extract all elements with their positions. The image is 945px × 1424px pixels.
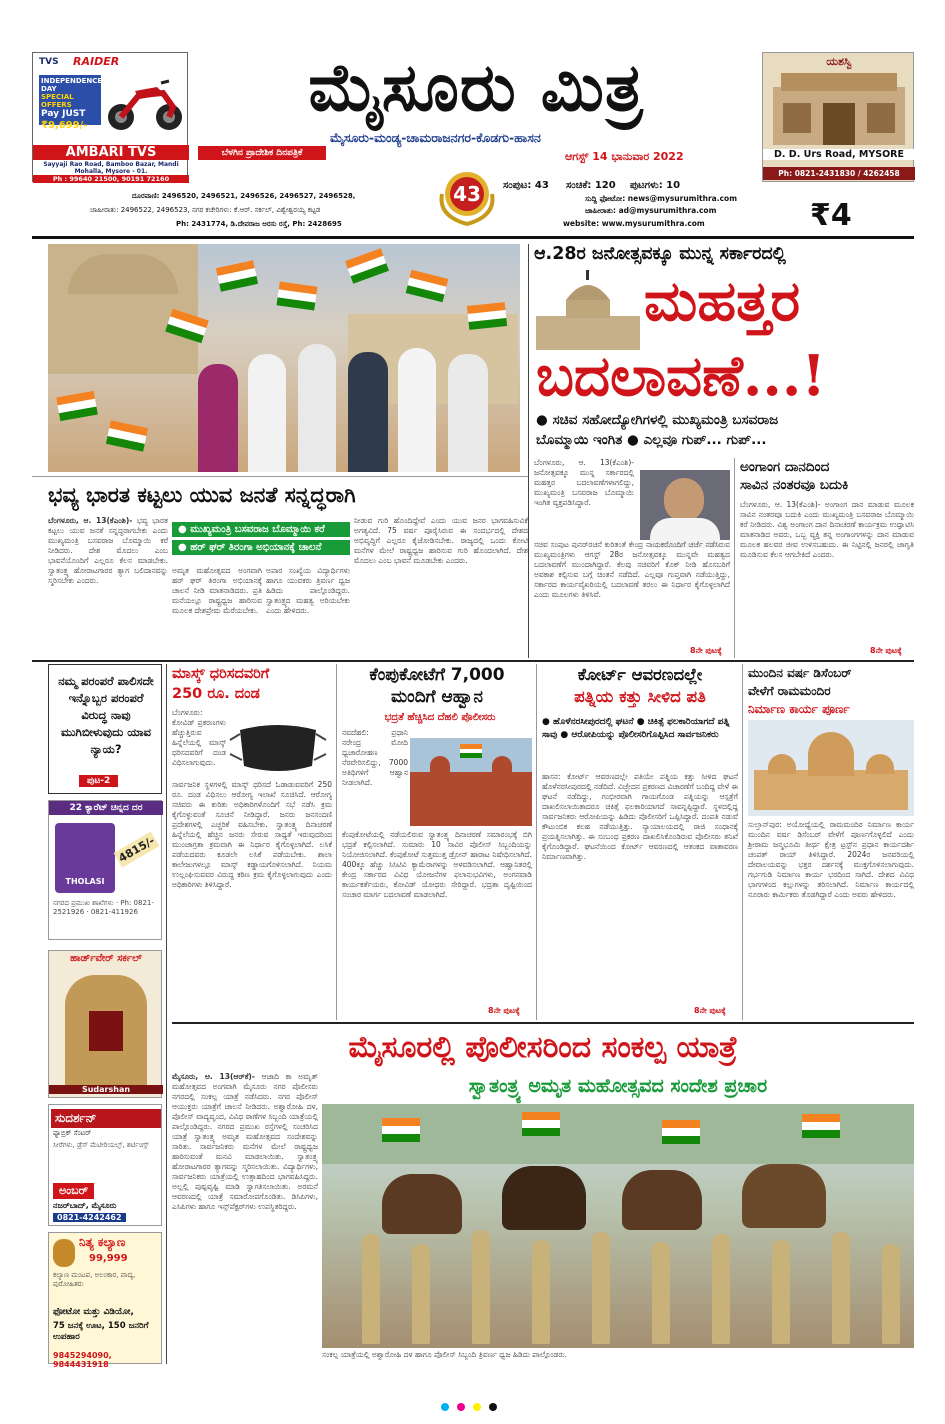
- court-bullet-1: ಹೊಳೆನರಸೀಪುರದಲ್ಲಿ ಘಟನೆ: [553, 717, 634, 727]
- ad-price: ₹9,699/-: [41, 120, 88, 131]
- court-body: ಹಾಸನ: ಕೋರ್ಟ್ ಆವರಣದಲ್ಲೇ ಪತಿಯೇ ಪತ್ನಿಯ ಕತ್ತು ಸೀಳಿದ ಘಟನೆ ಹೊಳೆನರಸೀಪುರದಲ್ಲಿ ನಡೆದಿದೆ. ವಿಚ್ಛೇದನ ಪ್ರಕರಣದ ವಿಚಾರಣೆಗೆ ಬಂದಿದ್ದ ವೇಳೆ ಈ ಘಟನೆ ನಡೆದಿದ್ದು, ಗಂಭೀರವಾಗಿ ಗಾಯಗೊಂಡ ಪತ್ನಿಯನ್ನು ಆಸ್ಪತ್ರೆಗೆ ದಾಖಲಿಸಲಾಯಿತಾದರೂ ಚಿಕಿತ್ಸೆ ಫಲಕಾರಿಯಾಗದೆ ಸಾವನ್ನಪ್ಪಿದ್ದಾರೆ. ಸ್ಥಳದಲ್ಲಿದ್ದ ಸಾರ್ವಜನಿಕರು ಆರೋಪಿಯನ್ನು ಹಿಡಿದು ಪೊಲೀಸರಿಗೆ ಒಪ್ಪಿಸಿದ್ದಾರೆ. ದಂಪತಿ ನಡುವೆ ಕೌಟುಂಬಿಕ ಕಲಹ ನಡೆಯುತ್ತಿತ್ತು. ನ್ಯಾಯಾಲಯದಲ್ಲಿ ರಾಜಿ ಸಂಧಾನಕ್ಕೆ ಪ್ರಯತ್ನಿಸಲಾಗಿತ್ತು. ಈ ಸಂಬಂಧ ಪ್ರಕರಣ ದಾಖಲಿಸಿಕೊಂಡಿರುವ ಪೊಲೀಸರು ತನಿಖೆ ಕೈಗೊಂಡಿದ್ದಾರೆ. ಘಟನೆಯಿಂದ ಕೋರ್ಟ್ ಆವರಣದಲ್ಲಿ ಆತಂಕದ ವಾತಾವರಣ ನಿರ್ಮಾಣವಾಗಿತ್ತು.: [542, 772, 738, 861]
- court-headline: [542, 664, 738, 708]
- youth-body-4: ನೀಡುವ ಗುರಿ ಹೊಂದಿದ್ದೇವೆ ಎಂದು ಯುವ ಜನರ ಭಾಗವಹಿಸುವಿಕೆ ಅಗತ್ಯವಿದೆ. 75 ವರ್ಷ ಪೂರೈಸಿರುವ ಈ ಸಂದರ್ಭದಲ್ಲಿ ದೇಶದ ಅಭಿವೃದ್ಧಿಗೆ ಎಲ್ಲರೂ ಕೈಜೋಡಿಸಬೇಕು. ರಾಜ್ಯದಲ್ಲಿ ಒಂದು ಕೋಟಿ ಮನೆಗಳ ಮೇಲೆ ರಾಷ್ಟ್ರಧ್ವಜ ಹಾರಿಸುವ ಗುರಿ ಹೊಂದಲಾಗಿದೆ. ದೇಶ ಮೊದಲು ಎಂಬ ಭಾವನೆ ಮೂಡಬೇಕು ಎಂದರು.: [354, 516, 528, 565]
- sudarshan-brand2: ಅಂಬರ್: [53, 1183, 94, 1199]
- lead-bullet-2: ಬೊಮ್ಮಾಯಿ ಇಂಗಿತ ● ಎಲ್ಲವೂ ಗುಪ್... ಗುಪ್...: [536, 432, 767, 448]
- organ-continued: 8ನೇ ಪುಟಕ್ಕೆ: [870, 646, 902, 655]
- masthead-issue: ಸಂಚಿಕೆ: 120: [566, 180, 616, 191]
- police-headline: ಮೈಸೂರಲ್ಲಿ ಪೊಲೀಸರಿಂದ ಸಂಕಲ್ಪ ಯಾತ್ರೆ: [348, 1030, 738, 1065]
- youth-bullets: [172, 522, 350, 555]
- photo-red-fort: [410, 738, 532, 826]
- court-bullet-4: ಪೊಲೀಸರಿಗೊಪ್ಪಿಸಿದ ಸಾರ್ವಜನಿಕರು: [618, 730, 719, 740]
- redfort-sub: ಭದ್ರತೆ ಹೆಚ್ಚಿಸಿದ ದೆಹಲಿ ಪೊಲೀಸರು: [384, 712, 496, 723]
- redfort-headline: [342, 664, 532, 708]
- masthead-date: ಆಗಸ್ಟ್ 14 ಭಾನುವಾರ 2022: [565, 150, 684, 163]
- court-bullet-3: ಆರೋಪಿಯನ್ನು: [571, 730, 616, 740]
- photo-flag-rally: [48, 244, 520, 472]
- ad-sudarshan[interactable]: [48, 1104, 162, 1226]
- photo-ram-mandir: [748, 720, 914, 816]
- masthead-subtitle: ಮೈಸೂರು-ಮಂಡ್ಯ-ಚಾಮರಾಜನಗರ-ಕೊಡಗು-ಹಾಸನ: [330, 130, 541, 145]
- police-caption: ಸಂಕಲ್ಪ ಯಾತ್ರೆಯಲ್ಲಿ ಅಶ್ವಾರೋಹಿ ದಳ ಹಾಗೂ ಪೊಲೀಸ್ ಸಿಬ್ಬಂದಿ ತ್ರಿವರ್ಣ ಧ್ವಜ ಹಿಡಿದು ಪಾಲ್ಗೊಂಡರು.: [322, 1350, 568, 1359]
- anniversary-badge: [432, 164, 502, 228]
- ad-yashasvi-phone: Ph: 0821-2431830 / 4262458: [763, 167, 915, 180]
- mask-body-1: ಬೆಂಗಳೂರು: ಕೋವಿಡ್ ಪ್ರಕರಣಗಳು ಹೆಚ್ಚುತ್ತಿರುವ ಹಿನ್ನೆಲೆಯಲ್ಲಿ ಮಾಸ್ಕ್ ಧರಿಸದವರಿಗೆ ದಂಡ ವಿಧಿಸಲಾಗುವುದು.: [172, 708, 226, 767]
- kalyana-title: ನಿತ್ಯ ಕಲ್ಯಾಣ: [79, 1235, 126, 1249]
- ad-offer1: INDEPENDENCE DAY: [41, 77, 103, 93]
- ram-body: ಸುಲ್ತಾನ್‌ಪುರ: ಅಯೋಧ್ಯೆಯಲ್ಲಿ ರಾಮಮಂದಿರ ನಿರ್ಮಾಣ ಕಾರ್ಯ ಮುಂದಿನ ವರ್ಷ ಡಿಸೆಂಬರ್ ವೇಳೆಗೆ ಪೂರ್ಣಗೊಳ್ಳಲಿದೆ ಎಂದು ಶ್ರೀರಾಮ ಜನ್ಮಭೂಮಿ ತೀರ್ಥ ಕ್ಷೇತ್ರ ಟ್ರಸ್ಟ್‌ನ ಪ್ರಧಾನ ಕಾರ್ಯದರ್ಶಿ ಚಂಪತ್ ರಾಯ್ ತಿಳಿಸಿದ್ದಾರೆ. 2024ರ ಜನವರಿಯಲ್ಲಿ ದೇವಾಲಯವನ್ನು ಭಕ್ತರ ದರ್ಶನಕ್ಕೆ ಮುಕ್ತಗೊಳಿಸಲಾಗುವುದು. ಗರ್ಭಗುಡಿ ನಿರ್ಮಾಣ ಕಾರ್ಯ ಭರದಿಂದ ಸಾಗಿದೆ. ದೇಶದ ವಿವಿಧ ಭಾಗಗಳಿಂದ ಕಲ್ಲುಗಳನ್ನು ತರಿಸಲಾಗಿದೆ. ನಿರ್ಮಾಣ ಕಾರ್ಯದಲ್ಲಿ ನೂರಾರು ಕಾರ್ಮಿಕರು ತೊಡಗಿದ್ದಾರೆ ಎಂದು ಅವರು ಹೇಳಿದರು.: [748, 820, 914, 899]
- gold-title: 22 ಕ್ಯಾರೆಟ್ ಚಿನ್ನದ ದರ: [49, 801, 163, 815]
- ad-hardware-circle[interactable]: [48, 950, 162, 1098]
- ram-headline-3: ನಿರ್ಮಾಣ ಕಾರ್ಯ ಪೂರ್ಣ: [748, 702, 850, 716]
- redfort-body-2: ಕೆಂಪುಕೋಟೆಯಲ್ಲಿ ನಡೆಯಲಿರುವ ಸ್ವಾತಂತ್ರ್ಯ ದಿನಾಚರಣೆ ಸಮಾರಂಭಕ್ಕೆ ಬಿಗಿ ಭದ್ರತೆ ಕಲ್ಪಿಸಲಾಗಿದೆ. ಸುಮಾರು 10 ಸಾವಿರ ಪೊಲೀಸ್ ಸಿಬ್ಬಂದಿಯನ್ನು ನಿಯೋಜಿಸಲಾಗಿದೆ. ಕೆಂಪುಕೋಟೆ ಸುತ್ತಮುತ್ತ ಡ್ರೋನ್ ಹಾರಾಟ ನಿಷೇಧಿಸಲಾಗಿದೆ. 400ಕ್ಕೂ ಹೆಚ್ಚು ಸಿಸಿಟಿವಿ ಕ್ಯಾಮೆರಾಗಳನ್ನು ಅಳವಡಿಸಲಾಗಿದೆ. ಆಹ್ವಾನಿತರಲ್ಲಿ ಕೇಂದ್ರ ಸರ್ಕಾರದ ವಿವಿಧ ಯೋಜನೆಗಳ ಫಲಾನುಭವಿಗಳು, ಅಂಗನವಾಡಿ ಕಾರ್ಯಕರ್ತೆಯರು, ಕೋವಿಡ್ ಯೋಧರು ಸೇರಿದ್ದಾರೆ. ಭದ್ರತಾ ದೃಷ್ಟಿಯಿಂದ ಸಂಚಾರ ಮಾರ್ಗ ಬದಲಾವಣೆ ಮಾಡಲಾಗಿದೆ.: [342, 830, 532, 899]
- youth-bullet-1-text: ಮುಖ್ಯಮಂತ್ರಿ ಬಸವರಾಜ ಬೊಮ್ಮಾಯಿ ಕರೆ: [190, 524, 325, 535]
- masthead-phones1: ದೂರವಾಣಿ: 2496520, 2496521, 2496526, 2496527, 2496528,: [132, 192, 356, 200]
- redfort-headline-1: ಕೆಂಪುಕೋಟೆಗೆ 7,000: [369, 665, 505, 685]
- ad-yashasvi-brand: ಯಶಸ್ವಿ: [826, 55, 852, 68]
- redfort-continued: 8ನೇ ಪುಟಕ್ಕೆ: [488, 1006, 520, 1015]
- police-dateline: ಮೈಸೂರು, ಆ. 13(ಆರ್‌ಕೆ)-: [172, 1072, 255, 1081]
- masthead-tagline: ಬೆಳಗಿನ ಪ್ರಾದೇಶಿಕ ದಿನಪತ್ರಿಕೆ: [198, 146, 326, 160]
- lead-body-2: ಸಚಿವ ಸಂಪುಟ ಪುನರ್‌ರಚನೆ ಕುರಿತಂತೆ ಕೇಂದ್ರ ನಾಯಕರೊಂದಿಗೆ ಚರ್ಚೆ ನಡೆಸಿರುವ ಮುಖ್ಯಮಂತ್ರಿಗಳು ಆಗಸ್ಟ್ 28ರ ಜನೋತ್ಸವಕ್ಕೂ ಮುನ್ನವೇ ಮಹತ್ವದ ಬದಲಾವಣೆಗೆ ಮುಂದಾಗಿದ್ದಾರೆ. ಕೆಲವು ಸಚಿವರಿಗೆ ಕೊಕ್ ನೀಡಿ ಹೊಸಬರಿಗೆ ಅವಕಾಶ ಕಲ್ಪಿಸುವ ಬಗ್ಗೆ ಚಿಂತನೆ ನಡೆದಿದೆ. ಎಲ್ಲವೂ ಗುಪ್ತವಾಗಿ ನಡೆಯುತ್ತಿದ್ದು, ಸರ್ಕಾರದ ಕಾರ್ಯವೈಖರಿಯಲ್ಲಿ ಬದಲಾವಣೆ ತರಲು ಈ ನಿರ್ಧಾರ ಕೈಗೊಳ್ಳಲಾಗಿದೆ ಎಂದು ಮೂಲಗಳು ತಿಳಿಸಿವೆ.: [534, 540, 730, 599]
- court-headline-1: ಕೋರ್ಟ್ ಆವರಣದಲ್ಲೇ: [577, 665, 703, 684]
- youth-body-1: ಬೆಂಗಳೂರು, ಆ. 13(ಕೆಎಂಶಿ)- ಭವ್ಯ ಭಾರತ ಕಟ್ಟಲು ಯುವ ಜನತೆ ಸನ್ನದ್ಧರಾಗಬೇಕು ಎಂದು ಮುಖ್ಯಮಂತ್ರಿ ಬಸವರಾಜ ಬೊಮ್ಮಾಯಿ ಕರೆ ನೀಡಿದರು. ದೇಶ ಮೊದಲು ಎಂಬ ಭಾವನೆಯೊಂದಿಗೆ ಎಲ್ಲರೂ ಕೆಲಸ ಮಾಡಬೇಕು. ಸ್ವಾತಂತ್ರ್ಯ ಹೋರಾಟಗಾರರ ತ್ಯಾಗ ಬಲಿದಾನವನ್ನು ಸ್ಮರಿಸಬೇಕು ಎಂದರು.: [48, 516, 168, 585]
- ad-tholasi-gold[interactable]: [48, 800, 162, 940]
- ad-offer2: SPECIAL OFFERS: [41, 93, 74, 109]
- youth-body-2: ಅಮೃತ ಮಹೋತ್ಸವದ ಅಂಗವಾಗಿ ಹರ್ ಘರ್ ತಿರಂಗಾ ಅಭಿಯಾನಕ್ಕೆ ಚಾಲನೆ ನೀಡಿ ಮಾತನಾಡಿದರು. ಪ್ರತಿ ಮನೆಯಲ್ಲೂ ರಾಷ್ಟ್ರಧ್ವಜ ಹಾರಿಸುವ ಮೂಲಕ ದೇಶಪ್ರೇಮ ಮೆರೆಯಬೇಕು.: [172, 566, 262, 615]
- organ-headline-2: ಸಾವಿನ ನಂತರವೂ ಬದುಕಿ: [740, 477, 849, 493]
- lead-bullet-3-text: ಎಲ್ಲವೂ ಗುಪ್... ಗುಪ್...: [643, 432, 767, 448]
- mask-body-2: ಸಾರ್ವಜನಿಕ ಸ್ಥಳಗಳಲ್ಲಿ ಮಾಸ್ಕ್ ಧರಿಸದೆ ಓಡಾಡುವವರಿಗೆ 250 ರೂ. ದಂಡ ವಿಧಿಸಲು ಆರೋಗ್ಯ ಇಲಾಖೆ ಸೂಚಿಸಿದೆ. ಆರೋಗ್ಯ ಸಚಿವರು ಈ ಕುರಿತು ಅಧಿಕಾರಿಗಳೊಂದಿಗೆ ಸಭೆ ನಡೆಸಿ ಕ್ರಮ ಕೈಗೊಳ್ಳುವಂತೆ ಸೂಚನೆ ನೀಡಿದ್ದಾರೆ. ಜನರು ಜನಸಂದಣಿ ಪ್ರದೇಶಗಳಲ್ಲಿ ಎಚ್ಚರಿಕೆ ವಹಿಸಬೇಕು. ಸ್ವಾತಂತ್ರ್ಯ ದಿನಾಚರಣೆ ಹಿನ್ನೆಲೆಯಲ್ಲಿ ಹೆಚ್ಚಿನ ಜನರು ಸೇರುವ ಸಾಧ್ಯತೆ ಇರುವುದರಿಂದ ಮುಂಜಾಗ್ರತಾ ಕ್ರಮವಾಗಿ ಈ ನಿರ್ಧಾರ ಕೈಗೊಳ್ಳಲಾಗಿದೆ. ಲಸಿಕೆ ಪಡೆಯದವರು ಕೂಡಲೇ ಲಸಿಕೆ ಪಡೆಯಬೇಕು. ಶಾಲಾ ಕಾಲೇಜುಗಳಲ್ಲೂ ಮಾಸ್ಕ್ ಕಡ್ಡಾಯಗೊಳಿಸಲಾಗಿದೆ. ನಿಯಮ ಉಲ್ಲಂಘಿಸುವವರ ವಿರುದ್ಧ ಕಠಿಣ ಕ್ರಮ ಕೈಗೊಳ್ಳಲಾಗುವುದು ಎಂದು ಅಧಿಕಾರಿಗಳು ತಿಳಿಸಿದ್ದಾರೆ.: [172, 780, 332, 889]
- price: ₹4: [810, 198, 852, 233]
- youth-body-3: ಅಪಾರ ಸಂಖ್ಯೆಯ ವಿದ್ಯಾರ್ಥಿಗಳು ಹಾಗೂ ಯುವಕರು ತ್ರಿವರ್ಣ ಧ್ವಜ ಹಿಡಿದು ಪಾಲ್ಗೊಂಡಿದ್ದರು. ಸ್ವಾತಂತ್ರ್ಯದ ಮಹತ್ವ ಅರಿಯಬೇಕು ಎಂದು ಹೇಳಿದರು.: [266, 566, 350, 615]
- youth-dateline: ಬೆಂಗಳೂರು, ಆ. 13(ಕೆಎಂಶಿ)-: [48, 516, 133, 525]
- tradition-box: [48, 664, 162, 794]
- masthead-title: ಮೈಸೂರು ಮಿತ್ರ: [308, 48, 644, 126]
- kalyana-phone: 9845294090, 9844431918: [53, 1351, 112, 1369]
- mask-headline-2: 250 ರೂ. ದಂಡ: [172, 686, 260, 702]
- ad-ambari-tvs[interactable]: [32, 52, 188, 182]
- lead-body-1: ಬೆಂಗಳೂರು, ಆ. 13(ಕೆಎಂಶಿ)- ಜನೋತ್ಸವಕ್ಕೂ ಮುನ್ನ ಸರ್ಕಾರದಲ್ಲಿ ಮಹತ್ತರ ಬದಲಾವಣೆಗಳಾಗಲಿದ್ದು, ಮುಖ್ಯಮಂತ್ರಿ ಬಸವರಾಜ ಬೊಮ್ಮಾಯಿ ಇಂಗಿತ ವ್ಯಕ್ತಪಡಿಸಿದ್ದಾರೆ.: [534, 458, 634, 507]
- ad-phone: Ph : 99640 21500, 90191 72160: [33, 175, 189, 183]
- ram-headline-2: ವೇಳೆಗೆ ರಾಮಮಂದಿರ: [748, 684, 831, 698]
- lead-bullet-1: ● ಸಚಿವ ಸಹೋದ್ಯೋಗಿಗಳಲ್ಲಿ ಮುಖ್ಯಮಂತ್ರಿ ಬಸವರಾಜ: [536, 412, 779, 428]
- hardware-title: ಹಾರ್ಡ್‌ವೇರ್ ಸರ್ಕಲ್: [70, 953, 142, 964]
- gold-shop: THOLASI: [65, 877, 105, 886]
- lead-bullet-2-text: ಬೊಮ್ಮಾಯಿ ಇಂಗಿತ: [536, 432, 623, 448]
- lead-continued: 8ನೇ ಪುಟಕ್ಕೆ: [690, 646, 722, 655]
- photo-bommai: [640, 470, 730, 540]
- lead-headline-1: ಮಹತ್ತರ: [644, 268, 801, 334]
- court-headline-2: ಪತ್ನಿಯ ಕತ್ತು ಸೀಳಿದ ಪತಿ: [574, 687, 706, 706]
- mask-headline: [172, 664, 332, 704]
- sudarshan-sub: ಫ್ಯಾಬ್ರಿಕ್ ಸೆಂಟರ್: [53, 1129, 92, 1137]
- masthead-volume: ಸಂಪುಟ: 43: [503, 180, 549, 191]
- ram-headline-1: ಮುಂದಿನ ವರ್ಷ ಡಿಸೆಂಬರ್: [748, 666, 852, 680]
- organ-headline-1: ಅಂಗಾಂಗ ದಾನದಿಂದ: [740, 459, 830, 475]
- hardware-brand: Sudarshan: [49, 1085, 163, 1094]
- ad-yashasvi[interactable]: [762, 52, 914, 182]
- ad-dealer: AMBARI TVS: [33, 145, 189, 160]
- kalyana-line1: ಫೋಟೋ ಮತ್ತು ವಿಡಿಯೋ,: [53, 1307, 134, 1317]
- kalyana-count: 99,999: [89, 1253, 128, 1264]
- anniversary-number: 43: [453, 182, 481, 206]
- masthead-phones2: ಜಾಹೀರಾತು: 2496522, 2496523, ನಗರ ಕಚೇರಿಗಳು: ಕೆ.ಆರ್. ಸರ್ಕಲ್, ವಿಶ್ವೇಶ್ವರಯ್ಯ ಕಟ್ಟಡ: [90, 206, 321, 214]
- ad-nithya-kalyana[interactable]: [48, 1232, 162, 1369]
- police-body-1: ಮೈಸೂರು, ಆ. 13(ಆರ್‌ಕೆ)- ಆಜಾದಿ ಕಾ ಅಮೃತ್ ಮಹೋತ್ಸವದ ಅಂಗವಾಗಿ ಮೈಸೂರು ನಗರ ಪೊಲೀಸರು ನಗರದಲ್ಲಿ ಸಂಕಲ್ಪ ಯಾತ್ರೆ ನಡೆಸಿದರು. ನಗರ ಪೊಲೀಸ್ ಆಯುಕ್ತರು ಯಾತ್ರೆಗೆ ಚಾಲನೆ ನೀಡಿದರು. ಅಶ್ವಾರೋಹಿ ದಳ, ಪೊಲೀಸ್ ವಾದ್ಯವೃಂದ, ವಿವಿಧ ಠಾಣೆಗಳ ಸಿಬ್ಬಂದಿ ಯಾತ್ರೆಯಲ್ಲಿ ಪಾಲ್ಗೊಂಡಿದ್ದರು. ನಗರದ ಪ್ರಮುಖ ರಸ್ತೆಗಳಲ್ಲಿ ಸಂಚರಿಸಿದ ಯಾತ್ರೆ ಸ್ವಾತಂತ್ರ್ಯ ಅಮೃತ ಮಹೋತ್ಸವದ ಸಂದೇಶವನ್ನು ಸಾರಿತು. ಸಾರ್ವಜನಿಕರು ಮನೆಗಳ ಮೇಲೆ ರಾಷ್ಟ್ರಧ್ವಜ ಹಾರಿಸುವಂತೆ ಮನವಿ ಮಾಡಲಾಯಿತು. ಸ್ವಾತಂತ್ರ್ಯ ಹೋರಾಟಗಾರರ ತ್ಯಾಗವನ್ನು ಸ್ಮರಿಸಲಾಯಿತು. ವಿದ್ಯಾರ್ಥಿಗಳು, ಸಾರ್ವಜನಿಕರು ಯಾತ್ರೆಯಲ್ಲಿ ಉತ್ಸಾಹದಿಂದ ಭಾಗವಹಿಸಿದ್ದರು. ಅಲ್ಲಲ್ಲಿ ಪುಷ್ಪವೃಷ್ಟಿ ಮಾಡಿ ಸ್ವಾಗತಿಸಲಾಯಿತು. ಅರಮನೆ ಆವರಣದಲ್ಲಿ ಯಾತ್ರೆ ಸಮಾರೋಪಗೊಂಡಿತು. ಡಿಸಿಪಿಗಳು, ಎಸಿಪಿಗಳು ಹಾಗೂ ಇನ್ಸ್‌ಪೆಕ್ಟರ್‌ಗಳು ಉಪಸ್ಥಿತರಿದ್ದರು.: [172, 1072, 318, 1211]
- gold-address: ನಗರದ ಪ್ರಮುಖ ಶಾಖೆಗಳು · Ph: 0821-2521926 · 0821-411926: [53, 899, 154, 916]
- tradition-ref: ಪುಟ-2: [79, 775, 118, 787]
- color-registration-marks: [440, 1402, 504, 1412]
- court-bullets: ● ಹೊಳೆನರಸೀಪುರದಲ್ಲಿ ಘಟನೆ ● ಚಿಕಿತ್ಸೆ ಫಲಕಾರಿಯಾಗದೆ ಪತ್ನಿ ಸಾವು ● ಆರೋಪಿಯನ್ನು ಪೊಲೀಸರಿಗೊಪ್ಪಿಸಿದ ಸಾರ್ವಜನಿಕರು: [542, 717, 730, 740]
- face-mask-icon: [230, 720, 326, 776]
- court-bullet-2: ಚಿಕಿತ್ಸೆ ಫಲಕಾರಿಯಾಗದೆ ಪತ್ನಿ ಸಾವು: [542, 717, 730, 740]
- ad-brand: TVS: [39, 57, 59, 67]
- photo-police-parade: [322, 1104, 914, 1348]
- kalyana-line2: 75 ಜನಕ್ಕೆ ಊಟ, 150 ಜನರಿಗೆ ಉಪಹಾರ: [53, 1321, 149, 1342]
- sudarshan-phone: 0821-4242462: [53, 1213, 126, 1222]
- youth-bullet-2: ● ಹರ್ ಘರ್ ತಿರಂಗಾ ಅಭಿಯಾನಕ್ಕೆ ಚಾಲನೆ: [172, 540, 350, 555]
- masthead-pages: ಪುಟಗಳು: 10: [630, 180, 681, 191]
- masthead-website: website: www.mysurumithra.com: [563, 219, 705, 228]
- ad-address: Sayyaji Rao Road, Bamboo Bazar, Mandi Mohalla, Mysore - 01.: [43, 161, 179, 175]
- tradition-text: ನಮ್ಮ ಪರಂಪರೆ ಪಾಲಿಸದೇ ಇನ್ನೊಬ್ಬರ ಪರಂಪರೆ ವಿರುದ್ಧ ನಾವು ಮುಗಿಬೀಳುವುದು ಯಾವ ನ್ಯಾಯ?: [58, 674, 154, 756]
- kalyana-details: ಕಲ್ಯಾಣ ಮಂಟಪ, ಅಲಂಕಾರ, ವಾದ್ಯ, ಪುರೋಹಿತರು: [53, 1271, 136, 1288]
- ad-model: RAIDER: [73, 55, 120, 68]
- organ-headline: [740, 458, 914, 494]
- sudarshan-name: ಸುದರ್ಶನ್: [51, 1109, 161, 1128]
- lead-headline-2: ಬದಲಾವಣೆ...!: [536, 343, 826, 409]
- building-icon: [773, 73, 905, 145]
- ram-headline: [748, 664, 914, 718]
- youth-headline: ಭವ್ಯ ಭಾರತ ಕಟ್ಟಲು ಯುವ ಜನತೆ ಸನ್ನದ್ಧರಾಗಿ: [48, 483, 356, 507]
- masthead-phones3: Ph: 2431774, ಡಿ.ದೇವರಾಜ ಅರಸು ರಸ್ತೆ, Ph: 2428695: [176, 220, 342, 228]
- youth-bullet-1: ● ಮುಖ್ಯಮಂತ್ರಿ ಬಸವರಾಜ ಬೊಮ್ಮಾಯಿ ಕರೆ: [172, 522, 350, 537]
- mask-headline-1: ಮಾಸ್ಕ್ ಧರಿಸದವರಿಗೆ: [172, 666, 270, 682]
- police-sub: ಸ್ವಾತಂತ್ರ್ಯ ಅಮೃತ ಮಹೋತ್ಸವದ ಸಂದೇಶ ಪ್ರಚಾರ: [468, 1075, 768, 1097]
- ad-yashasvi-address: D. D. Urs Road, MYSORE: [763, 149, 915, 160]
- redfort-body-1: ನವದೆಹಲಿ: ಪ್ರಧಾನಿ ನರೇಂದ್ರ ಮೋದಿ ಧ್ವಜಾರೋಹಣ ನೆರವೇರಿಸಲಿದ್ದು, 7000 ಅತಿಥಿಗಳಿಗೆ ಆಹ್ವಾನ ನೀಡಲಾಗಿದೆ.: [342, 728, 408, 787]
- motorbike-icon: [105, 71, 185, 133]
- masthead-email-news: ಸುದ್ದಿ ಫೋಟೋ: news@mysurumithra.com: [585, 194, 738, 203]
- masthead-email-ad: ಜಾಹೀರಾತು: ad@mysurumithra.com: [585, 206, 717, 215]
- sudarshan-place: ನಜರ್‌ಬಾದ್, ಮೈಸೂರು: [53, 1201, 117, 1210]
- lead-bullet-1-text: ಸಚಿವ ಸಹೋದ್ಯೋಗಿಗಳಲ್ಲಿ ಮುಖ್ಯಮಂತ್ರಿ ಬಸವರಾಜ: [552, 412, 779, 428]
- youth-bullet-2-text: ಹರ್ ಘರ್ ತಿರಂಗಾ ಅಭಿಯಾನಕ್ಕೆ ಚಾಲನೆ: [190, 542, 322, 553]
- sudarshan-items: ಸೀರೆಗಳು, ಡ್ರೆಸ್ ಮೆಟೀರಿಯಲ್ಸ್, ಶರ್ಟಿಂಗ್ಸ್: [53, 1141, 149, 1149]
- lead-kicker: ಆ.28ರ ಜನೋತ್ಸವಕ್ಕೂ ಮುನ್ನ ಸರ್ಕಾರದಲ್ಲಿ: [534, 244, 786, 264]
- court-continued: 8ನೇ ಪುಟಕ್ಕೆ: [694, 1006, 726, 1015]
- gold-price: 4815/-: [114, 831, 160, 867]
- ad-pay: Pay JUST: [41, 109, 86, 119]
- vidhana-soudha-icon: [536, 270, 640, 350]
- organ-body: ಬೆಂಗಳೂರು, ಆ. 13(ಕೆಎಂಶಿ)- ಅಂಗಾಂಗ ದಾನ ಮಾಡುವ ಮೂಲಕ ಸಾವಿನ ನಂತರವೂ ಬದುಕಿ ಎಂದು ಮುಖ್ಯಮಂತ್ರಿ ಬಸವರಾಜ ಬೊಮ್ಮಾಯಿ ಕರೆ ನೀಡಿದರು. ವಿಶ್ವ ಅಂಗಾಂಗ ದಾನ ದಿನಾಚರಣೆ ಕಾರ್ಯಕ್ರಮ ಉದ್ಘಾಟಿಸಿ ಮಾತನಾಡಿದ ಅವರು, ಒಬ್ಬ ವ್ಯಕ್ತಿ ತನ್ನ ಅಂಗಾಂಗಗಳನ್ನು ದಾನ ಮಾಡುವ ಮೂಲಕ ಹಲವರ ಜೀವ ಉಳಿಸಬಹುದು. ಈ ನಿಟ್ಟಿನಲ್ಲಿ ಜನರಲ್ಲಿ ಜಾಗೃತಿ ಮೂಡಿಸುವ ಕೆಲಸ ಆಗಬೇಕಿದೆ ಎಂದರು.: [740, 500, 914, 559]
- redfort-headline-2: ಮಂದಿಗೆ ಆಹ್ವಾನ: [391, 687, 483, 707]
